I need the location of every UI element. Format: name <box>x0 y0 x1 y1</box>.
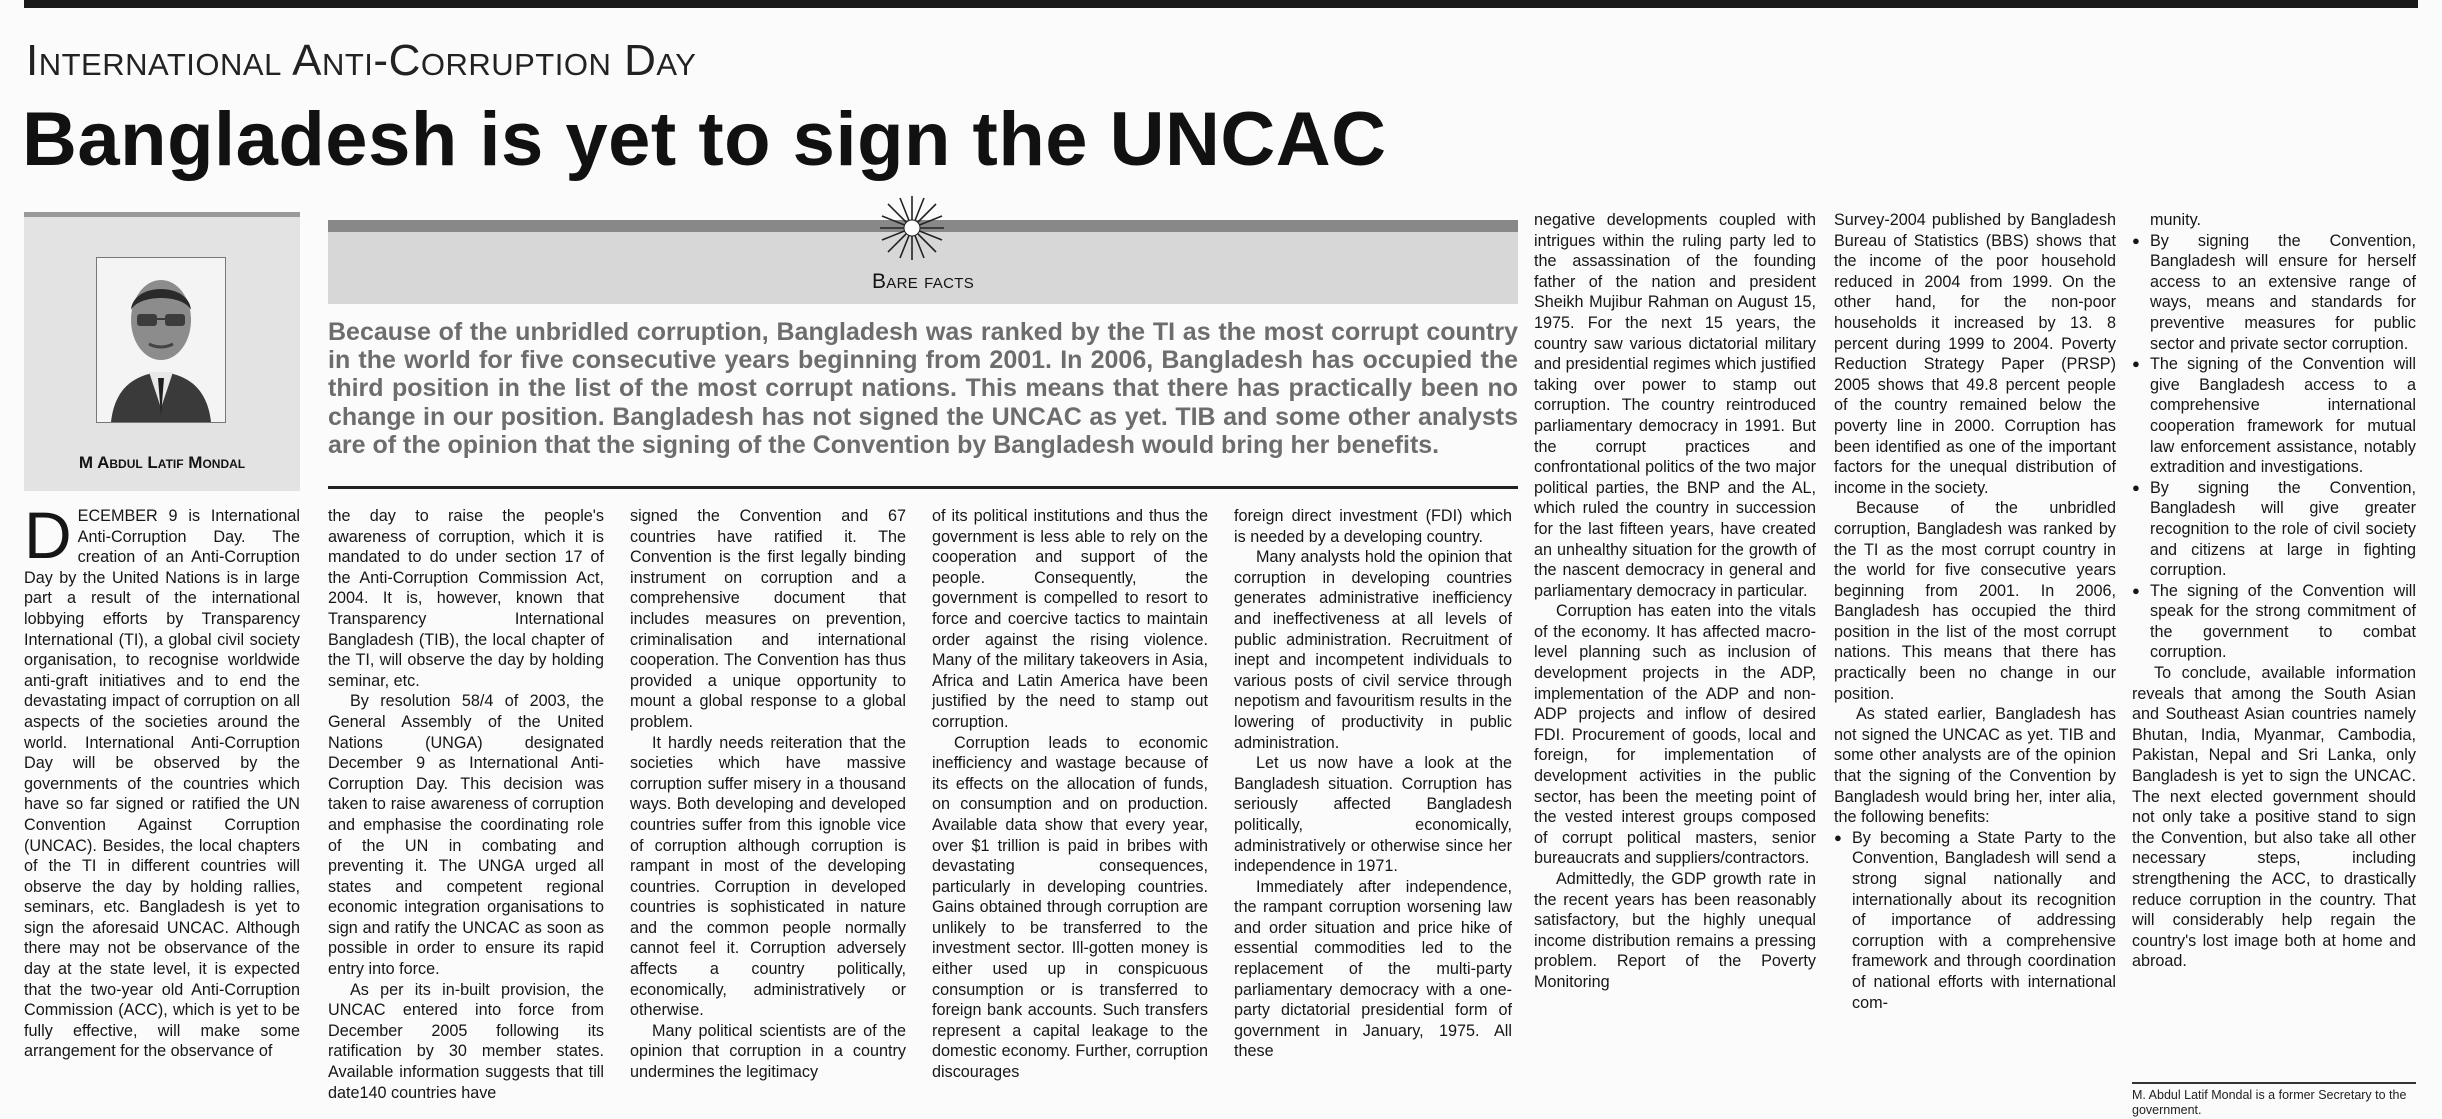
paragraph: foreign direct investment (FDI) which is needed by a developing country. <box>1234 507 1512 546</box>
benefits-list <box>1834 828 2116 1013</box>
paragraph: Corruption leads to economic inefficiency and wastage because of its effects on the allocation of funds, on consumption and on production. Available data show that every year, over $1 trillion is paid in bribes with devastating consequences, particularly in developing countries. Gains obtained through corruption are unlikely to be transferred to the investment sector. Ill-gotten money is either used up in conspicuous consumption or is transferred to foreign bank accounts. Such transfers represent a capital leakage to the domestic economy. Further, corruption discourages <box>932 733 1208 1082</box>
paragraph: As stated earlier, Bangladesh has not signed the UNCAC as yet. TIB and some other analysts are of the opinion that the signing of the Convention by Bangladesh would bring her, inter alia, the following benefits: <box>1834 705 2116 827</box>
byline-box <box>24 212 300 491</box>
paragraph: As per its in-built provision, the UNCAC entered into force from December 2005 following its ratification by 30 member states. Available information suggests that till date140 countries have <box>328 980 604 1102</box>
list-item: ● By becoming a State Party to the Convention, Bangladesh will send a strong signal nationally and internationally about its recognition of importance of addressing corruption with a comprehensive framework and through coordination of national efforts with international com- <box>1834 828 2116 1013</box>
section-kicker: International Anti-Corruption Day <box>26 36 697 85</box>
column-6 <box>1534 210 1816 993</box>
author-note-rule <box>2132 1082 2416 1084</box>
benefits-list-continued <box>2132 231 2416 663</box>
column-5 <box>1234 506 1512 1062</box>
list-item: ● By signing the Convention, Bangladesh will ensure for herself access to an extensive range of ways, means and standards for preventive measures for public sector and private sector corruption. <box>2132 231 2416 355</box>
paragraph: Survey-2004 published by Bangladesh Bureau of Statistics (BBS) shows that the income of the poor household reduced in 2004 from 1999. On the other hand, for the non-poor households it increased by 13. 8 percent during 1999 to 2004. Poverty Reduction Strategy Paper (PRSP) 2005 shows that 49.8 percent people of the country remained below the poverty line in 2000. Corruption has been identified as one of the important factors for the unequal distribution of income in the society. <box>1834 211 2116 497</box>
paragraph: Admittedly, the GDP growth rate in the recent years has been reasonably satisfactory, but the highly unequal income distribution remains a pressing problem. Report of the Poverty Monitoring <box>1534 870 1816 991</box>
column-8 <box>2132 210 2416 972</box>
column-1 <box>24 498 300 1062</box>
column-3 <box>630 506 906 1083</box>
paragraph: Let us now have a look at the Bangladesh situation. Corruption has seriously affected Bangladesh politically, economically, administratively or otherwise since her independence in 1971. <box>1234 754 1512 876</box>
author-portrait-icon <box>97 258 225 422</box>
column-2 <box>328 506 604 1103</box>
column-4 <box>932 506 1208 1083</box>
starburst-icon <box>880 196 944 260</box>
bare-facts-rule <box>328 486 1518 489</box>
list-item: ● The signing of the Convention will give Bangladesh access to a comprehensive international cooperation framework for mutual law enforcement assistance, notably extradition and investigations. <box>2132 354 2416 478</box>
paragraph: Because of the unbridled corruption, Bangladesh was ranked by the TI as the most corrupt country in the world for five consecutive years beginning from 2001. In 2006, Bangladesh has occupied the third position in the list of the most corrupt nations. This means that there has practically been no change in our position. <box>1834 499 2116 703</box>
paragraph: Corruption has eaten into the vitals of the economy. It has affected macro-level planning such as inclusion of development projects in the ADP, implementation of the ADP and non-ADP projects and inflow of desired FDI. Procurement of goods, local and foreign, for implementation of development activities in the public sector, has been the meeting point of the vested interest groups composed of corrupt political masters, senior bureaucrats and suppliers/contractors. <box>1534 602 1816 868</box>
paragraph: munity. <box>2150 211 2201 229</box>
headline: Bangladesh is yet to sign the UNCAC <box>22 97 1387 182</box>
paragraph: Many political scientists are of the opinion that corruption in a country undermines the legitimacy <box>630 1021 906 1082</box>
drop-cap: D <box>24 498 72 572</box>
top-rule <box>24 0 2418 8</box>
paragraph: of its political institutions and thus the government is less able to rely on the cooperation and support of the people. Consequently, the government is compelled to resort to force and coercive tactics to maintain order against the rising violence. Many of the military takeovers in Asia, Africa and Latin America have been justified by the need to stamp out corruption. <box>932 507 1208 731</box>
bare-facts-label: Bare facts <box>871 270 975 293</box>
paragraph: signed the Convention and 67 countries have ratified it. The Convention is the first legally binding instrument on corruption and a comprehensive document that includes measures on prevention, criminalisation and international cooperation. The Convention has thus provided a unique opportunity to mount a global response to a global problem. <box>630 507 906 731</box>
byline: M Abdul Latif Mondal <box>78 453 246 472</box>
paragraph: Immediately after independence, the rampant corruption worsening law and order situation and price hike of essential commodities led to the replacement of the multi-party parliamentary democracy with a one-party dictatorial presidential form of government in January, 1975. All these <box>1234 877 1512 1061</box>
list-item: ● The signing of the Convention will speak for the strong commitment of the government to combat corruption. <box>2132 581 2416 663</box>
paragraph: To conclude, available information reveals that among the South Asian and Southeast Asian countries namely Bhutan, India, Myanmar, Cambodia, Pakistan, Nepal and Sri Lanka, only Bangladesh is yet to sign the UNCAC. The next elected government should not only take a positive stand to sign the Convention, but also take all other necessary steps, including strengthening the ACC, to drastically reduce corruption in the country. That will considerably help regain the country's lost image both at home and abroad. <box>2132 664 2416 971</box>
list-item: ● By signing the Convention, Bangladesh will give greater recognition to the role of civil society and citizens at large in fighting corruption. <box>2132 478 2416 581</box>
author-photo <box>96 257 226 423</box>
paragraph: It hardly needs reiteration that the societies which have massive corruption suffer misery in a thousand ways. Both developing and developed countries suffer from this ignoble vice of corruption although corruption is rampant in most of the developing countries. Corruption in developed countries is sophisticated in nature and the common people normally cannot feel it. Corruption adversely affects a country politically, economically, administratively or otherwise. <box>630 733 906 1020</box>
column-7 <box>1834 210 2116 1013</box>
paragraph: By resolution 58/4 of 2003, the General Assembly of the United Nations (UNGA) designated December 9 as International Anti-Corruption Day. This decision was taken to raise awareness of corruption and emphasise the coordinating role of the UN in combating and preventing it. The UNGA urged all states and competent regional economic integration organisations to sign and ratify the UNCAC as soon as possible in order to ensure its rapid entry into force. <box>328 692 604 979</box>
paragraph: negative developments coupled with intrigues within the ruling party led to the assassination of the founding father of the nation and president Sheikh Mujibur Rahman on August 15, 1975. For the next 15 years, the country saw various dictatorial military and presidential regimes which justified taking over power to stamp out corruption. The country reintroduced parliamentary democracy in 1991. But the corrupt practices and confrontational politics of the two major political parties, the BNP and the AL, which ruled the country in succession for the last fifteen years, have created an unhealthy situation for the growth of the nascent democracy in general and parliamentary democracy in particular. <box>1534 211 1816 600</box>
paragraph: the day to raise the people's awareness of corruption, which it is mandated to do under section 17 of the Anti-Corruption Commission Act, 2004. It is, however, known that Transparency International Bangladesh (TIB), the local chapter of the TI, will observe the day by holding seminar, etc. <box>328 507 604 690</box>
bare-facts-text: Because of the unbridled corruption, Bangladesh was ranked by the TI as the most corrupt country in the world for five consecutive years beginning from 2001. In 2006, Bangladesh has occupied the third position in the list of the most corrupt nations. This means that there has practically been no change in our position. Bangladesh has not signed the UNCAC as yet. TIB and some other analysts are of the opinion that the signing of the Convention by Bangladesh would bring her benefits. <box>328 318 1518 459</box>
lead-paragraph: ECEMBER 9 is International Anti-Corruption Day. The creation of an Anti-Corruption Day by the United Nations is in large part a result of the international lobbying efforts by Transparency International (TI), a global civil society organisation, to recognise worldwide anti-graft initiatives and to end the devastating impact of corruption on all aspects of the societies around the world. International Anti-Corruption Day will be observed by the governments of the countries which have so far signed or ratified the UN Convention Against Corruption (UNCAC). Besides, the local chapters of the TI in different countries will observe the day by holding rallies, seminars, etc. Bangladesh is yet to sign the aforesaid UNCAC. Although there may not be observance of the day at the state level, it is expected that the two-year old Anti-Corruption Commission (ACC), which is yet to be fully effective, will make some arrangement for the observance of <box>24 507 300 1061</box>
paragraph: Many analysts hold the opinion that corruption in developing countries generates administrative inefficiency and ineffectiveness at all levels of public administration. Recruitment of inept and incompetent individuals to various posts of civil service through nepotism and favouritism results in the lowering of productivity in public administration. <box>1234 548 1512 752</box>
author-note: M. Abdul Latif Mondal is a former Secretary to the government. <box>2132 1088 2407 1117</box>
